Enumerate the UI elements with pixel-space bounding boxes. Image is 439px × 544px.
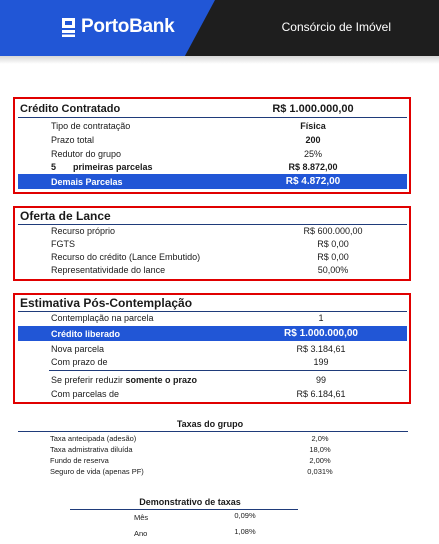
- reduzir-prazo-label: Se preferir reduzir somente o prazo: [51, 375, 198, 385]
- contemplacao-label: Contemplação na parcela: [51, 313, 154, 323]
- divider: [70, 509, 298, 510]
- estimativa-title: Estimativa Pós-Contemplação: [20, 296, 193, 310]
- prazo-total-label: Prazo total: [51, 135, 95, 145]
- com-parcelas-value: R$ 6.184,61: [296, 389, 346, 399]
- demais-parcelas-row: [18, 174, 407, 189]
- recurso-proprio-label: Recurso próprio: [51, 226, 116, 236]
- demais-label: Demais Parcelas: [51, 177, 123, 187]
- fgts-label: FGTS: [51, 239, 75, 249]
- representatividade-value: 50,00%: [317, 265, 349, 275]
- brand-name: PortoBank: [81, 16, 175, 37]
- fundo-reserva-value: 2,00%: [309, 456, 331, 465]
- tipo-label: Tipo de contratação: [51, 121, 131, 131]
- lance-embutido-label: Recurso do crédito (Lance Embutido): [51, 252, 201, 262]
- app-header: [0, 0, 439, 56]
- demonstrativo-title: Demonstrativo de taxas: [139, 497, 241, 507]
- com-prazo-label: Com prazo de: [51, 357, 108, 367]
- oferta-lance-box: [13, 206, 411, 281]
- brand-logo[interactable]: [60, 16, 174, 38]
- ano-label: Ano: [134, 529, 148, 538]
- taxa-administrativa-value: 18,0%: [309, 445, 331, 454]
- com-parcelas-label: Com parcelas de: [51, 389, 120, 399]
- credito-contratado-box: [13, 97, 411, 194]
- credito-total: R$ 1.000.000,00: [272, 103, 354, 115]
- portobank-logo-icon: [60, 16, 78, 38]
- taxa-administrativa-label: Taxa admistrativa diluída: [50, 445, 133, 454]
- page-title: Consórcio de Imóvel: [281, 20, 391, 34]
- taxas-title: Taxas do grupo: [176, 419, 244, 429]
- lance-embutido-value: R$ 0,00: [317, 252, 349, 262]
- ano-value: 1,08%: [234, 527, 256, 536]
- nova-parcela-label: Nova parcela: [51, 344, 105, 354]
- seguro-vida-label: Seguro de vida (apenas PF): [50, 467, 144, 476]
- credito-liberado-label: Crédito liberado: [51, 329, 121, 339]
- representatividade-label: Representatividade do lance: [51, 265, 166, 275]
- mes-label: Mês: [134, 513, 149, 522]
- divider: [49, 370, 407, 371]
- nova-parcela-value: R$ 3.184,61: [296, 344, 346, 354]
- credito-liberado-row: [18, 326, 407, 341]
- tipo-value: Física: [300, 121, 326, 131]
- recurso-proprio-value: R$ 600.000,00: [303, 226, 363, 236]
- header-shadow: [0, 56, 439, 64]
- fundo-reserva-label: Fundo de reserva: [50, 456, 109, 465]
- taxa-antecipada-label: Taxa antecipada (adesão): [50, 434, 137, 443]
- fgts-value: R$ 0,00: [317, 239, 349, 249]
- redutor-value: 25%: [303, 149, 322, 159]
- primeiras-label: primeiras parcelas: [73, 162, 153, 172]
- demais-value: R$ 4.872,00: [285, 176, 341, 187]
- estimativa-box: [13, 293, 411, 404]
- divider: [18, 117, 407, 118]
- prazo-total-value: 200: [305, 135, 321, 145]
- seguro-vida-value: 0,031%: [307, 467, 333, 476]
- primeiras-value: R$ 8.872,00: [288, 162, 338, 172]
- reduzir-prazo-value: 99: [315, 375, 326, 385]
- com-prazo-value: 199: [313, 357, 329, 367]
- contemplacao-value: 1: [318, 313, 324, 323]
- primeiras-num: 5: [51, 162, 57, 172]
- credito-title: Crédito Contratado: [20, 103, 121, 115]
- credito-liberado-value: R$ 1.000.000,00: [284, 328, 358, 339]
- divider: [18, 431, 408, 432]
- lance-title: Oferta de Lance: [20, 209, 111, 223]
- taxa-antecipada-value: 2,0%: [311, 434, 329, 443]
- mes-value: 0,09%: [234, 511, 256, 520]
- redutor-label: Redutor do grupo: [51, 149, 122, 159]
